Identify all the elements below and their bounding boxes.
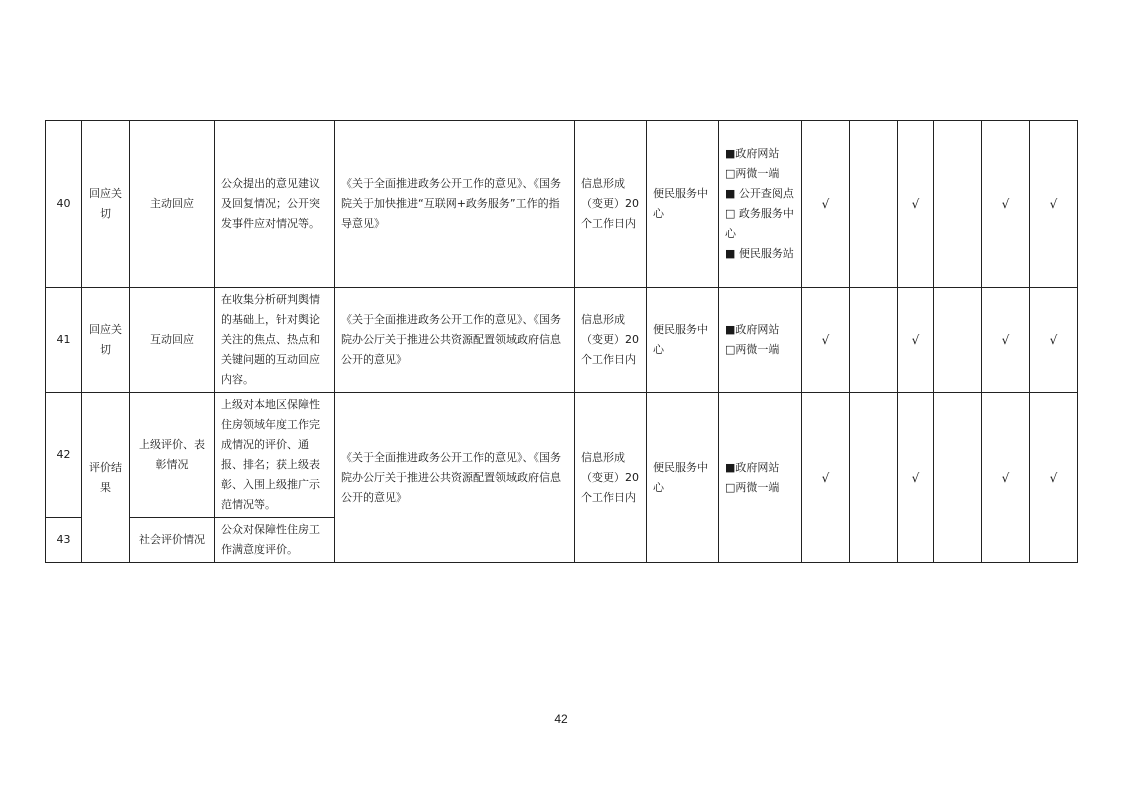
channel-item: □两微一端 — [725, 167, 780, 180]
channels-cell — [719, 288, 802, 393]
category-cell: 回应关切 — [82, 121, 130, 288]
check-mark — [850, 288, 898, 393]
item-cell: 社会评价情况 — [130, 518, 215, 563]
subject-cell: 便民服务中心 — [647, 121, 719, 288]
channel-item: ■政府网站 — [725, 147, 780, 160]
channels-cell — [719, 393, 802, 563]
check-mark: √ — [982, 121, 1030, 288]
check-mark: √ — [1030, 288, 1078, 393]
basis-cell: 《关于全面推进政务公开工作的意见》、《国务院办公厅关于推进公共资源配置领域政府信息公开的意见》 — [335, 288, 575, 393]
time-limit-cell: 信息形成（变更）20个工作日内 — [575, 121, 647, 288]
check-mark: √ — [982, 393, 1030, 563]
check-mark — [934, 393, 982, 563]
item-cell: 主动回应 — [130, 121, 215, 288]
check-mark: √ — [898, 121, 934, 288]
basis-cell: 《关于全面推进政务公开工作的意见》、《国务院关于加快推进“互联网+政务服务”工作的指导意见》 — [335, 121, 575, 288]
check-mark: √ — [898, 393, 934, 563]
category-cell: 回应关切 — [82, 288, 130, 393]
content-cell: 上级对本地区保障性住房领域年度工作完成情况的评价、通报、排名；获上级表彰、入围上级推广示范情况等。 — [215, 393, 335, 518]
table-row — [46, 393, 1078, 518]
time-limit-cell: 信息形成（变更）20个工作日内 — [575, 393, 647, 563]
content-cell: 公众对保障性住房工作满意度评价。 — [215, 518, 335, 563]
check-mark: √ — [1030, 393, 1078, 563]
channel-item: ■政府网站 — [725, 323, 780, 336]
item-cell: 上级评价、表彰情况 — [130, 393, 215, 518]
table-row — [46, 288, 1078, 393]
check-mark — [934, 288, 982, 393]
check-mark — [934, 121, 982, 288]
page-number: 42 — [554, 712, 568, 726]
check-mark: √ — [802, 393, 850, 563]
disclosure-table — [45, 120, 1078, 563]
channel-item: □ 政务服务中心 — [725, 207, 794, 240]
time-limit-cell: 信息形成（变更）20个工作日内 — [575, 288, 647, 393]
category-cell: 评价结果 — [82, 393, 130, 563]
check-mark: √ — [1030, 121, 1078, 288]
content-cell: 公众提出的意见建议及回复情况；公开突发事件应对情况等。 — [215, 121, 335, 288]
basis-cell: 《关于全面推进政务公开工作的意见》、《国务院办公厅关于推进公共资源配置领域政府信息公开的意见》 — [335, 393, 575, 563]
row-number: 42 — [46, 393, 82, 518]
check-mark — [850, 393, 898, 563]
row-number: 43 — [46, 518, 82, 563]
check-mark: √ — [898, 288, 934, 393]
subject-cell: 便民服务中心 — [647, 288, 719, 393]
row-number: 40 — [46, 121, 82, 288]
channel-item: ■政府网站 — [725, 460, 780, 474]
item-cell: 互动回应 — [130, 288, 215, 393]
channel-item: ■ 公开查阅点 — [725, 187, 794, 200]
subject-cell: 便民服务中心 — [647, 393, 719, 563]
channel-item: □两微一端 — [725, 343, 780, 356]
check-mark — [850, 121, 898, 288]
table-row — [46, 121, 1078, 288]
check-mark: √ — [802, 121, 850, 288]
check-mark: √ — [982, 288, 1030, 393]
check-mark: √ — [802, 288, 850, 393]
channels-cell — [719, 121, 802, 288]
channel-item: □两微一端 — [725, 480, 780, 494]
channel-item: ■ 便民服务站 — [725, 247, 794, 260]
content-cell: 在收集分析研判舆情的基础上，针对舆论关注的焦点、热点和关键问题的互动回应内容。 — [215, 288, 335, 393]
row-number: 41 — [46, 288, 82, 393]
